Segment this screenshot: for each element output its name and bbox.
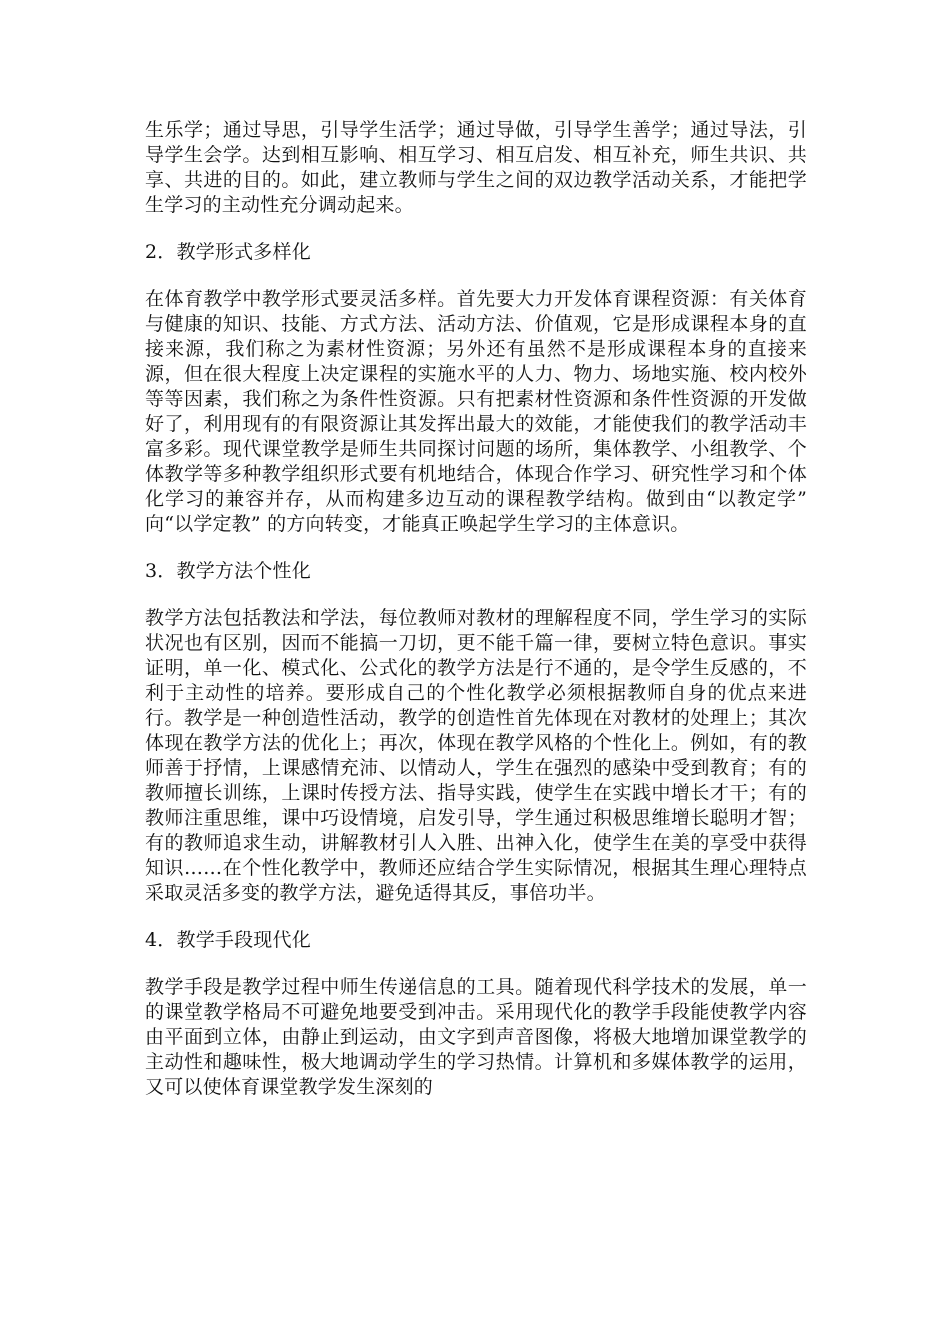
document-page [145,118,807,1122]
paragraph-intro-continuation: 生乐学；通过导思，引导学生活学；通过导做，引导学生善学；通过导法，引导学生会学。达到相互影响、相互学习、相互启发、相互补充，师生共识、共享、共进的目的。如此，建立教师与学生之间的双边教学活动关系，才能把学生学习的主动性充分调动起来。 [145,119,807,216]
paragraph-teaching-means: 教学手段是教学过程中师生传递信息的工具。随着现代科学技术的发展，单一的课堂教学格局不可避免地要受到冲击。采用现代化的教学手段能使教学内容由平面到立体，由静止到运动，由文字到声音图像，将极大地增加课堂教学的主动性和趣味性，极大地调动学生的学习热情。计算机和多媒体教学的运用，又可以使体育课堂教学发生深刻的 [145,976,807,1098]
paragraph-teaching-methods: 教学方法包括教法和学法，每位教师对教材的理解程度不同，学生学习的实际状况也有区别，因而不能搞一刀切，更不能千篇一律，要树立特色意识。事实证明，单一化、模式化、公式化的教学方法是行不通的，是令学生反感的，不利于主动性的培养。要形成自己的个性化教学必须根据教师自身的优点来进行。教学是一种创造性活动，教学的创造性首先体现在对教材的处理上；其次体现在教学方法的优化上；再次，体现在教学风格的个性化上。例如，有的教师善于抒情，上课感情充沛、以情动人，学生在强烈的感染中受到教育；有的教师擅长训练，上课时传授方法、指导实践，使学生在实践中增长才干；有的教师注重思维，课中巧设情境，启发引导，学生通过积极思维增长聪明才智；有的教师追求生动，讲解教材引人入胜、出神入化，使学生在美的享受中获得知识……在个性化教学中，教师还应结合学生实际情况，根据其生理心理特点采取灵活多变的教学方法，避免适得其反，事倍功半。 [145,607,807,904]
paragraph-teaching-forms: 在体育教学中教学形式要灵活多样。首先要大力开发体育课程资源：有关体育与健康的知识、技能、方式方法、活动方法、价值观，它是形成课程本身的直接来源，我们称之为素材性资源；另外还有虽然不是形成课程本身的直接来源，但在很大程度上决定课程的实施水平的人力、物力、场地实施、校内校外等等因素，我们称之为条件性资源。只有把素材性资源和条件性资源的开发做好了，利用现有的有限资源让其发挥出最大的效能，才能使我们的教学活动丰富多彩。现代课堂教学是师生共同探讨问题的场所，集体教学、小组教学、个体教学等多种教学组织形式要有机地结合，体现合作学习、研究性学习和个体化学习的兼容并存，从而构建多边互动的课程教学结构。做到由“以教定学” 向“以学定教” 的方向转变，才能真正唤起学生学习的主体意识。 [145,288,807,535]
section-heading-4: 4．教学手段现代化 [145,929,311,951]
section-heading-3: 3．教学方法个性化 [145,560,311,582]
section-heading-2: 2．教学形式多样化 [145,241,311,263]
